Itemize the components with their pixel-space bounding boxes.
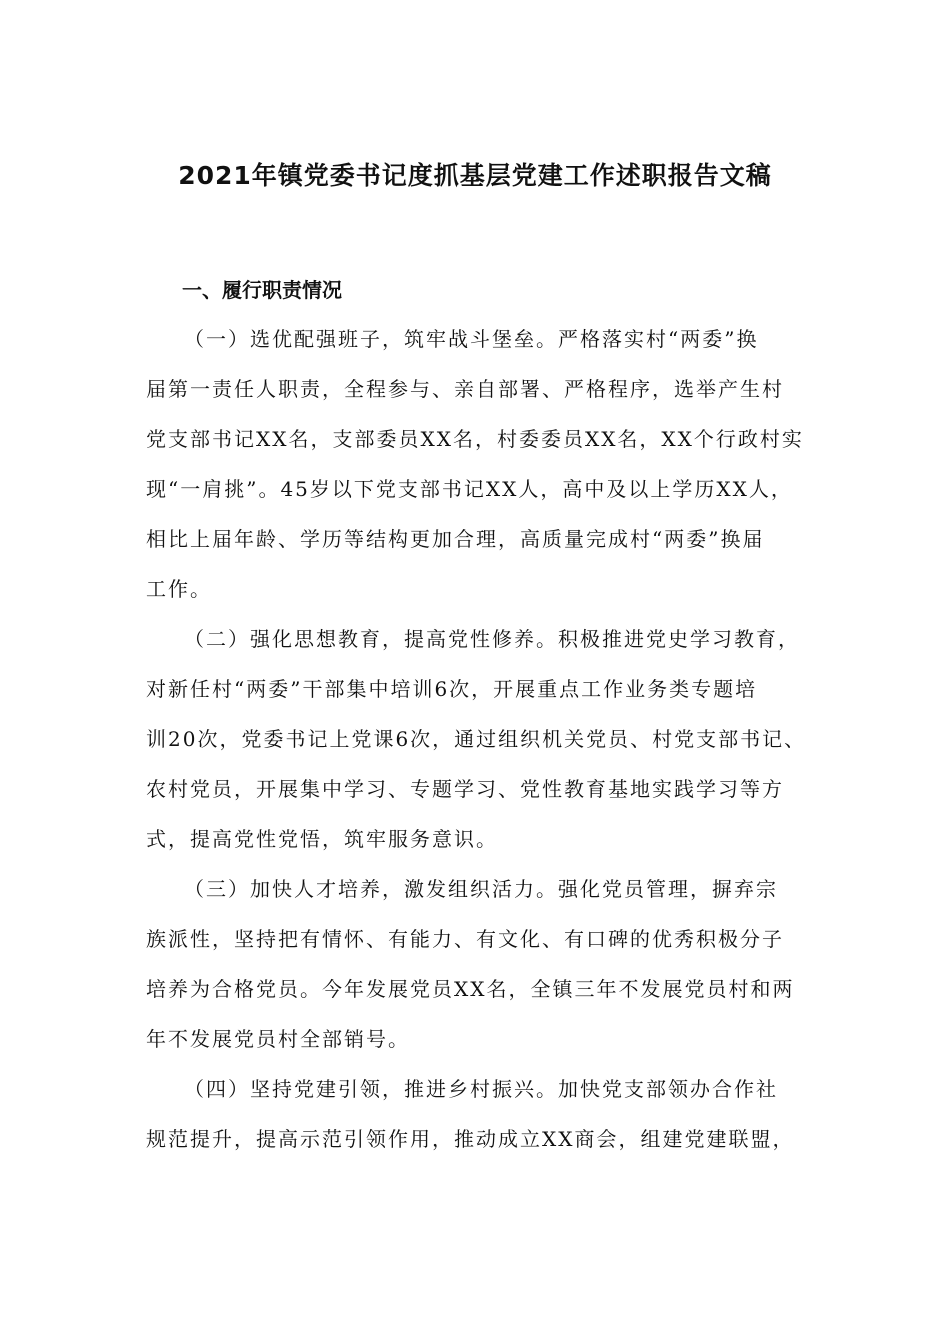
paragraph-line: 工作。 bbox=[146, 577, 212, 601]
paragraph-line: 相比上届年龄、学历等结构更加合理，高质量完成村“两委”换届 bbox=[146, 527, 765, 551]
paragraph-line: 届第一责任人职责，全程参与、亲自部署、严格程序，选举产生村 bbox=[146, 377, 784, 401]
paragraph-line: 党支部书记XX名，支部委员XX名，村委委员XX名，XX个行政村实 bbox=[146, 427, 804, 451]
paragraph-line: 规范提升，提高示范引领作用，推动成立XX商会，组建党建联盟， bbox=[146, 1127, 795, 1151]
paragraph-line: （一）选优配强班子，筑牢战斗堡垒。严格落实村“两委”换 bbox=[184, 327, 759, 351]
paragraph-line: （四）坚持党建引领，推进乡村振兴。加快党支部领办合作社 bbox=[184, 1077, 778, 1101]
paragraph-line: 训20次，党委书记上党课6次，通过组织机关党员、村党支部书记、 bbox=[146, 727, 807, 751]
paragraph-line: 年不发展党员村全部销号。 bbox=[146, 1027, 410, 1051]
paragraph-line: 培养为合格党员。今年发展党员XX名，全镇三年不发展党员村和两 bbox=[146, 977, 795, 1001]
paragraph-line: 农村党员，开展集中学习、专题学习、党性教育基地实践学习等方 bbox=[146, 777, 784, 801]
paragraph-line: 对新任村“两委”干部集中培训6次，开展重点工作业务类专题培 bbox=[146, 677, 758, 701]
paragraph-line: （三）加快人才培养，激发组织活力。强化党员管理，摒弃宗 bbox=[184, 877, 778, 901]
document-title: 2021年镇党委书记度抓基层党建工作述职报告文稿 bbox=[178, 161, 772, 190]
paragraph-line: （二）强化思想教育，提高党性修养。积极推进党史学习教育， bbox=[184, 627, 800, 651]
paragraph-line: 式，提高党性党悟，筑牢服务意识。 bbox=[146, 827, 498, 851]
paragraph-line: 现“一肩挑”。45岁以下党支部书记XX人，高中及以上学历XX人， bbox=[146, 477, 793, 501]
paragraph-line: 族派性，坚持把有情怀、有能力、有文化、有口碑的优秀积极分子 bbox=[146, 927, 784, 951]
section-heading: 一、履行职责情况 bbox=[182, 278, 342, 302]
